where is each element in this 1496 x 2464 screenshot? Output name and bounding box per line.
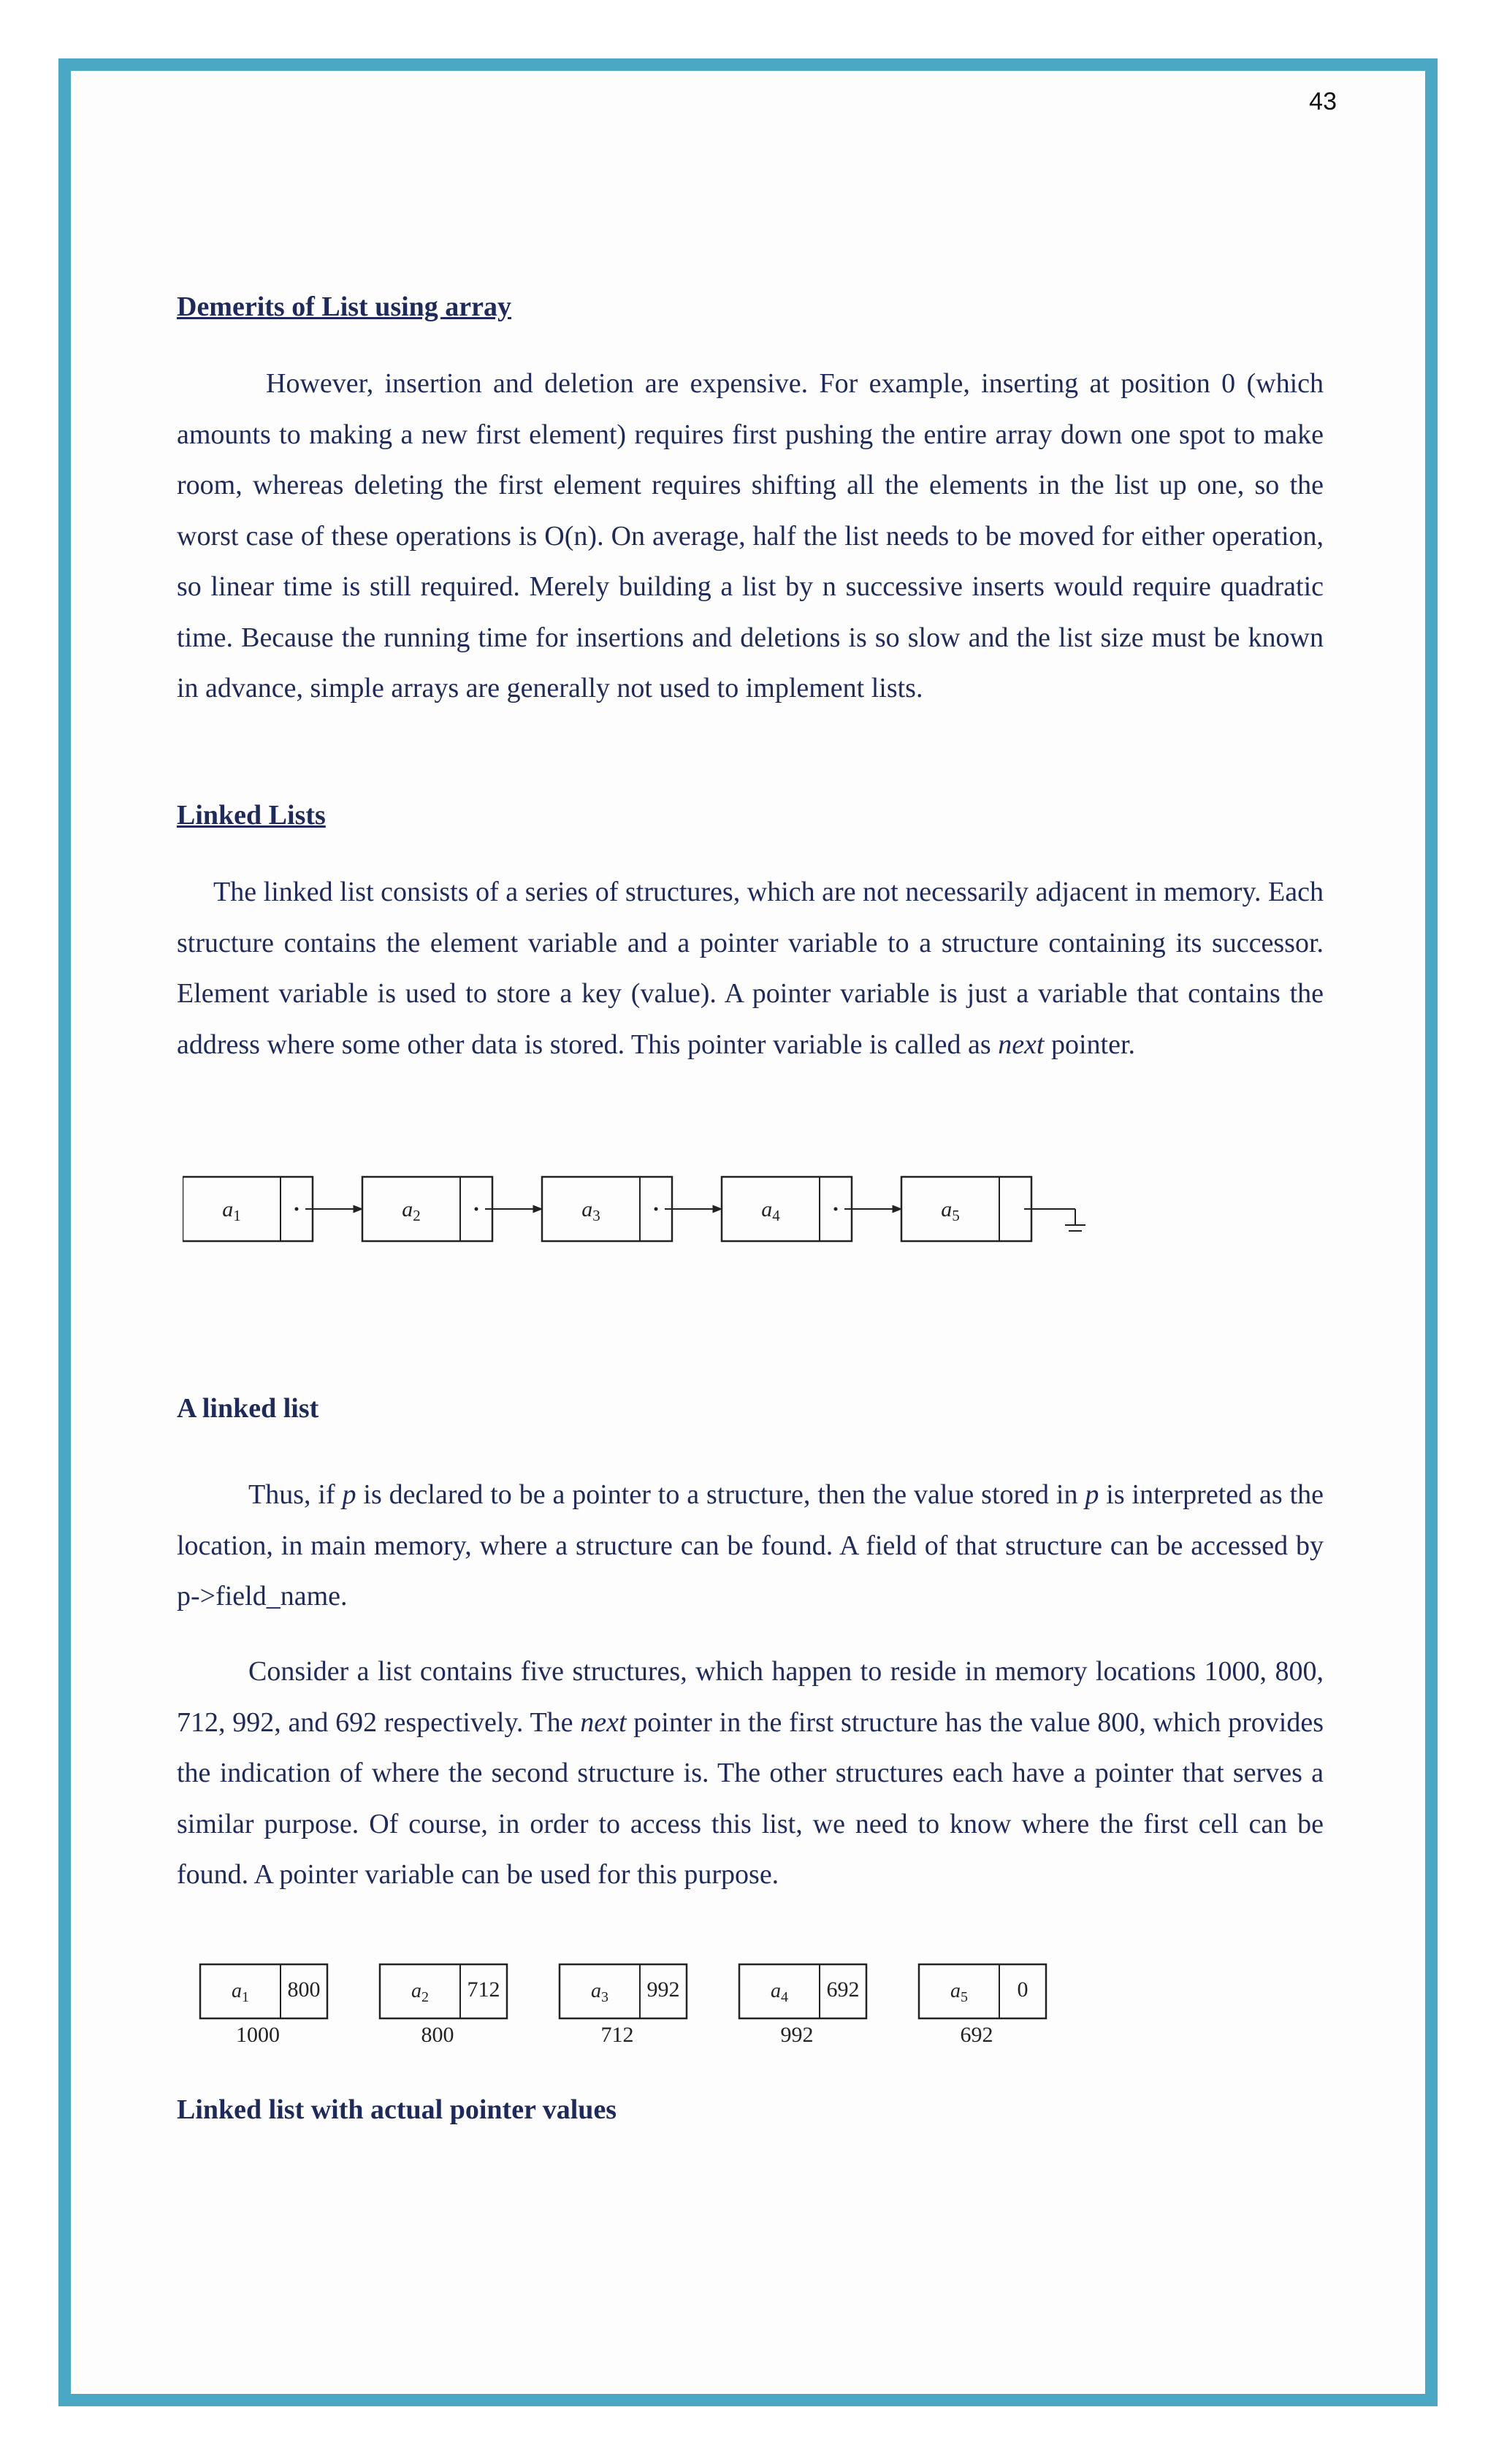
pointer-node-address: 800	[421, 2023, 454, 2047]
node-element-label: $a_5$	[941, 1197, 960, 1224]
pointer-node	[919, 1964, 1046, 2047]
paragraph-pointer-text-2: is declared to be a pointer to a structure, then the value stored in	[356, 1479, 1085, 1510]
pointer-node-next-value: 0	[1017, 1977, 1028, 2002]
paragraph-five-structures-text-1: Consider a list contains five structures, which happen to reside in memory locations 1000, 800, 712, 992, and 692 respectively. The	[177, 1656, 1324, 1738]
pointer-node-element-label: $a_4$	[771, 1980, 788, 2005]
paragraph-demerits	[177, 359, 1324, 714]
pointer-node-address: 712	[600, 2023, 634, 2047]
pointer-node-element-label: $a_1$	[232, 1980, 249, 2005]
null-ground-icon	[1024, 1209, 1085, 1231]
linked-list-node	[362, 1177, 542, 1241]
pointer-node-element-label: $a_5$	[950, 1980, 968, 2005]
linked-list-node	[542, 1177, 722, 1241]
paragraph-five-structures-italic: next	[580, 1706, 627, 1738]
paragraph-pointer-text-3: is interpreted as the location, in main memory, where a structure can be found. A field of that structure can be accessed by p->field_name.	[177, 1479, 1324, 1611]
linked-list-node	[901, 1177, 1085, 1241]
paragraph-five-structures-text-2: pointer in the first structure has the value 800, which provides the indication of where the second structure is. The other structures each have a pointer that serves a similar purpose. Of course, in order to access this list, we need to know where the first cell can be found. A pointer variable can be used for this purpose.	[177, 1706, 1324, 1890]
section-heading-linked-lists: Linked Lists	[177, 800, 326, 831]
node-element-label: $a_2$	[402, 1197, 421, 1224]
linked-list-node	[183, 1177, 362, 1241]
node-element-label: $a_1$	[222, 1197, 241, 1224]
pointer-node-next-value: 992	[646, 1977, 680, 2002]
pointer-node-address: 1000	[236, 2023, 280, 2047]
linked-list-pointer-values-diagram	[190, 1954, 1066, 2056]
paragraph-linked-lists	[177, 867, 1324, 1070]
paragraph-pointer-p	[177, 1470, 1324, 1622]
pointer-node-next-value: 712	[467, 1977, 500, 2002]
pointer-node	[200, 1964, 327, 2047]
paragraph-linked-lists-text-2: pointer.	[1044, 1029, 1136, 1060]
paragraph-pointer-italic-1: p	[342, 1479, 356, 1510]
pointer-node-address: 692	[960, 2023, 993, 2047]
paragraph-five-structures	[177, 1647, 1324, 1901]
node-element-label: $a_4$	[761, 1197, 780, 1224]
pointer-node-element-label: $a_2$	[411, 1980, 429, 2005]
node-element-label: $a_3$	[581, 1197, 600, 1224]
paragraph-pointer-text-1: Thus, if	[248, 1479, 343, 1510]
pointer-node-address: 992	[780, 2023, 814, 2047]
linked-list-node	[722, 1177, 901, 1241]
pointer-node	[739, 1964, 866, 2047]
paragraph-pointer-italic-2: p	[1085, 1479, 1099, 1510]
pointer-node-next-value: 800	[287, 1977, 321, 2002]
paragraph-linked-lists-text-1: The linked list consists of a series of structures, which are not necessarily adjacent in memory. Each structure contains the element variable and a pointer variable to a structure containing its successor. Element variable is used to store a key (value). A pointer variable is just a variable that contains the address where some other data is stored. This pointer variable is called as	[177, 877, 1324, 1060]
figure-caption-pointer-values: Linked list with actual pointer values	[177, 2094, 617, 2125]
paragraph-linked-lists-italic: next	[998, 1029, 1045, 1060]
linked-list-diagram	[183, 1165, 1110, 1253]
figure-caption-linked-list: A linked list	[177, 1393, 319, 1424]
paragraph-demerits-text: However, insertion and deletion are expensive. For example, inserting at position 0 (which amounts to making a new first element) requires first pushing the entire array down one spot to make room, whereas deleting the first element requires shifting all the elements in the list up one, so the worst case of these operations is O(n). On average, half the list needs to be moved for either operation, so linear time is still required. Merely building a list by n successive inserts would require quadratic time. Because the running time for insertions and deletions is so slow and the list size must be known in advance, simple arrays are generally not used to implement lists.	[177, 368, 1324, 703]
pointer-node	[380, 1964, 507, 2047]
page-number: 43	[1309, 88, 1337, 115]
section-heading-demerits: Demerits of List using array	[177, 291, 512, 322]
pointer-node-next-value: 692	[826, 1977, 860, 2002]
pointer-node-element-label: $a_3$	[591, 1980, 608, 2005]
pointer-node	[560, 1964, 687, 2047]
